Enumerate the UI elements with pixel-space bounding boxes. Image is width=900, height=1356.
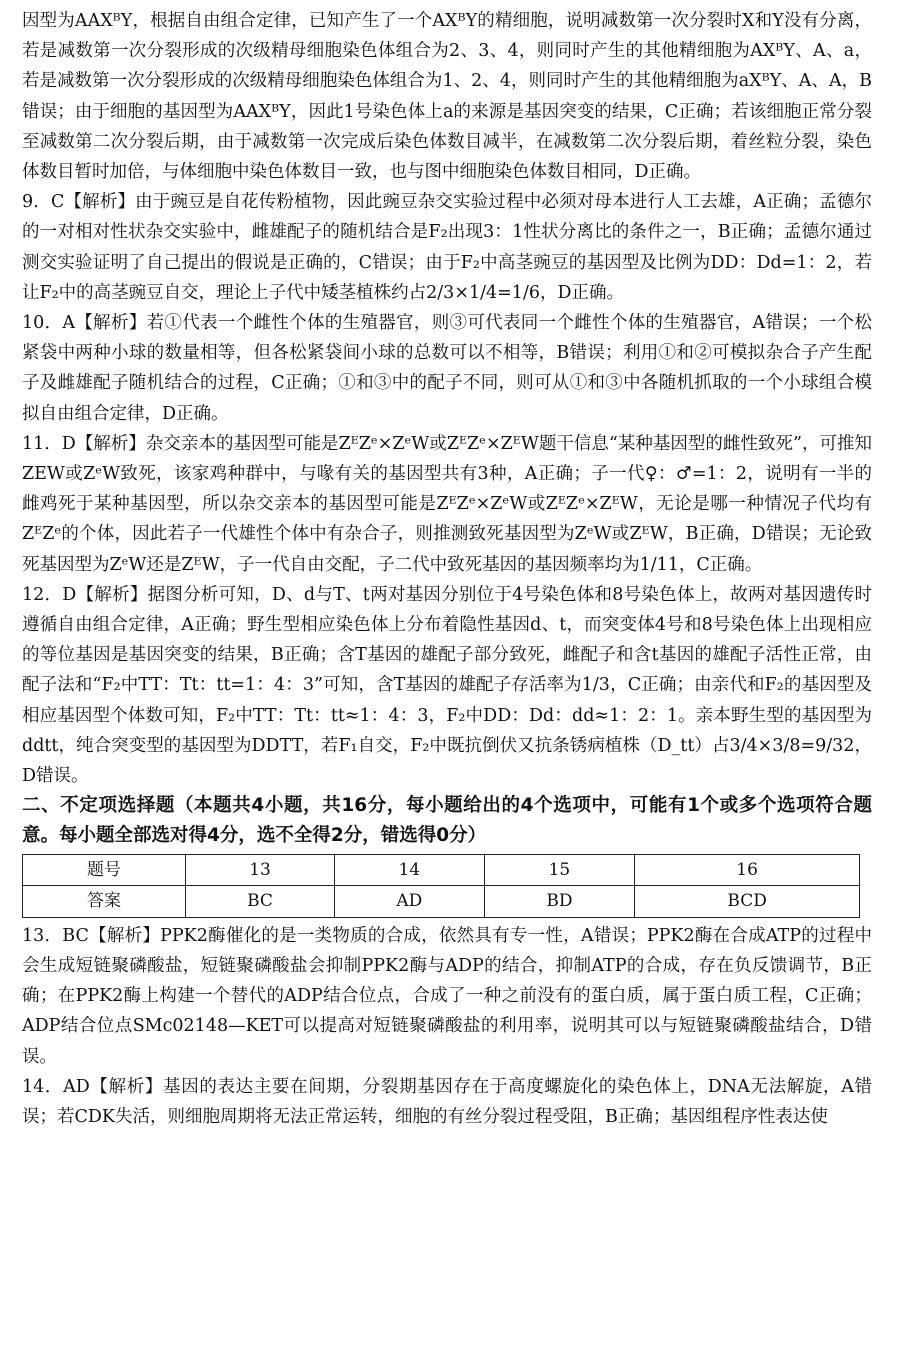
- paragraph-q9: 9．C【解析】由于豌豆是自花传粉植物，因此豌豆杂交实验过程中必须对母本进行人工去雄，A正确；孟德尔的一对相对性状杂交实验中，雌雄配子的随机结合是F₂出现3：1性状分离比的条件之一，B正确；孟德尔通过测交实验证明了自己提出的假说是正确的，C错误；由于F₂中高茎豌豆的基因型及比例为DD：Dd=1：2，若让F₂中的高茎豌豆自交，理论上子代中矮茎植株约占2/3×1/4=1/6，D正确。: [22, 192, 872, 303]
- question-number-cell: 15: [484, 855, 635, 886]
- section-title: 二、不定项选择题（本题共4小题，共16分，每小题给出的4个选项中，可能有1个或多个选项符合题意。每小题全部选对得4分，选不全得2分，错选得0分）: [22, 795, 872, 847]
- answer-cell: BD: [484, 886, 635, 917]
- paragraph-q8-continued: 因型为AAXᴮY，根据自由组合定律，已知产生了一个AXᴮY的精细胞，说明减数第一次分裂时X和Y没有分离，若是减数第一次分裂形成的次级精母细胞染色体组合为2、3、4，则同时产生的其他精细胞为AXᴮY、A、a，若是减数第一次分裂形成的次级精母细胞染色体组合为1、2、4，则同时产生的其他精细胞为aXᴮY、A、A，B错误；由于细胞的基因型为AAXᴮY，因此1号染色体上a的来源是基因突变的结果，C正确；若该细胞正常分裂至减数第二次分裂后期，由于减数第一次完成后染色体数目减半，在减数第二次分裂后期，着丝粒分裂，染色体数目暂时加倍，与体细胞中染色体数目一致，也与图中细胞染色体数目相同，D正确。: [22, 11, 872, 183]
- table-answer-label: 答案: [23, 886, 186, 917]
- paragraph-q14: 14．AD【解析】基因的表达主要在间期，分裂期基因存在于高度螺旋化的染色体上，DNA无法解旋，A错误；若CDK失活，则细胞周期将无法正常运转，细胞的有丝分裂过程受阻，B正确；基因组程序性表达使: [22, 1076, 872, 1127]
- paragraph-q10: 10．A【解析】若①代表一个雌性个体的生殖器官，则③可代表同一个雌性个体的生殖器官，A错误；一个松紧袋中两种小球的数量相等，但各松紧袋间小球的总数可以不相等，B错误；利用①和②可模拟杂合子产生配子及雌雄配子随机结合的过程，C正确；①和③中的配子不同，则可从①和③中各随机抓取的一个小球组合模拟自由组合定律，D正确。: [22, 313, 872, 424]
- answer-cell: BC: [186, 886, 335, 917]
- table-header-label: 题号: [23, 855, 186, 886]
- paragraph-q13: 13．BC【解析】PPK2酶催化的是一类物质的合成，依然具有专一性，A错误；PPK2酶在合成ATP的过程中会生成短链聚磷酸盐，短链聚磷酸盐会抑制PPK2酶与ADP的结合，抑制ATP的合成，存在负反馈调节，B正确；在PPK2酶上构建一个替代的ADP结合位点，合成了一种之前没有的蛋白质，属于蛋白质工程，C正确；ADP结合位点SMc02148—KET可以提高对短链聚磷酸盐的利用率，说明其可以与短链聚磷酸盐结合，D错误。: [22, 925, 872, 1067]
- answer-cell: AD: [335, 886, 485, 917]
- table-row: [23, 886, 860, 917]
- question-number-cell: 13: [186, 855, 335, 886]
- table-row: [23, 855, 860, 886]
- paragraph-q11: 11．D【解析】杂交亲本的基因型可能是ZᴱZᵉ×ZᵉW或ZᴱZᵉ×ZᴱW题干信息“某种基因型的雌性致死”，可推知ZEW或ZᵉW致死，该家鸡种群中，与喙有关的基因型共有3种，A正确；子一代♀：♂=1：2，说明有一半的雌鸡死于某种基因型，所以杂交亲本的基因型可能是ZᴱZᵉ×ZᵉW或ZᴱZᵉ×ZᴱW，无论是哪一种情况子代均有ZᴱZᵉ的个体，因此若子一代雄性个体中有杂合子，则推测致死基因型为ZᵉW或ZᴱW，B正确，D错误；无论致死基因型为ZᵉW还是ZᴱW，子一代自由交配，子二代中致死基因的基因频率均为1/11，C正确。: [22, 433, 872, 575]
- paragraph-q12: 12．D【解析】据图分析可知，D、d与T、t两对基因分别位于4号染色体和8号染色体上，故两对基因遗传时遵循自由组合定律，A正确；野生型相应染色体上分布着隐性基因d、t，而突变体4号和8号染色体上出现相应的等位基因是基因突变的结果，B正确；含T基因的雄配子部分致死，雌配子和含t基因的雄配子活性正常，由配子法和“F₂中TT：Tt：tt=1：4：3”可知，含T基因的雄配子存活率为1/3，C正确；由亲代和F₂的基因型及相应基因型个体数可知，F₂中TT：Tt：tt≈1：4：3，F₂中DD：Dd：dd≈1：2：1。亲本野生型的基因型为ddtt，纯合突变型的基因型为DDTT，若F₁自交，F₂中既抗倒伏又抗条锈病植株（D_tt）占3/4×3/8=9/32，D错误。: [22, 584, 872, 787]
- answer-cell: BCD: [635, 886, 860, 917]
- document-page: [22, 6, 872, 1132]
- answer-table: [22, 854, 860, 917]
- question-number-cell: 16: [635, 855, 860, 886]
- question-number-cell: 14: [335, 855, 485, 886]
